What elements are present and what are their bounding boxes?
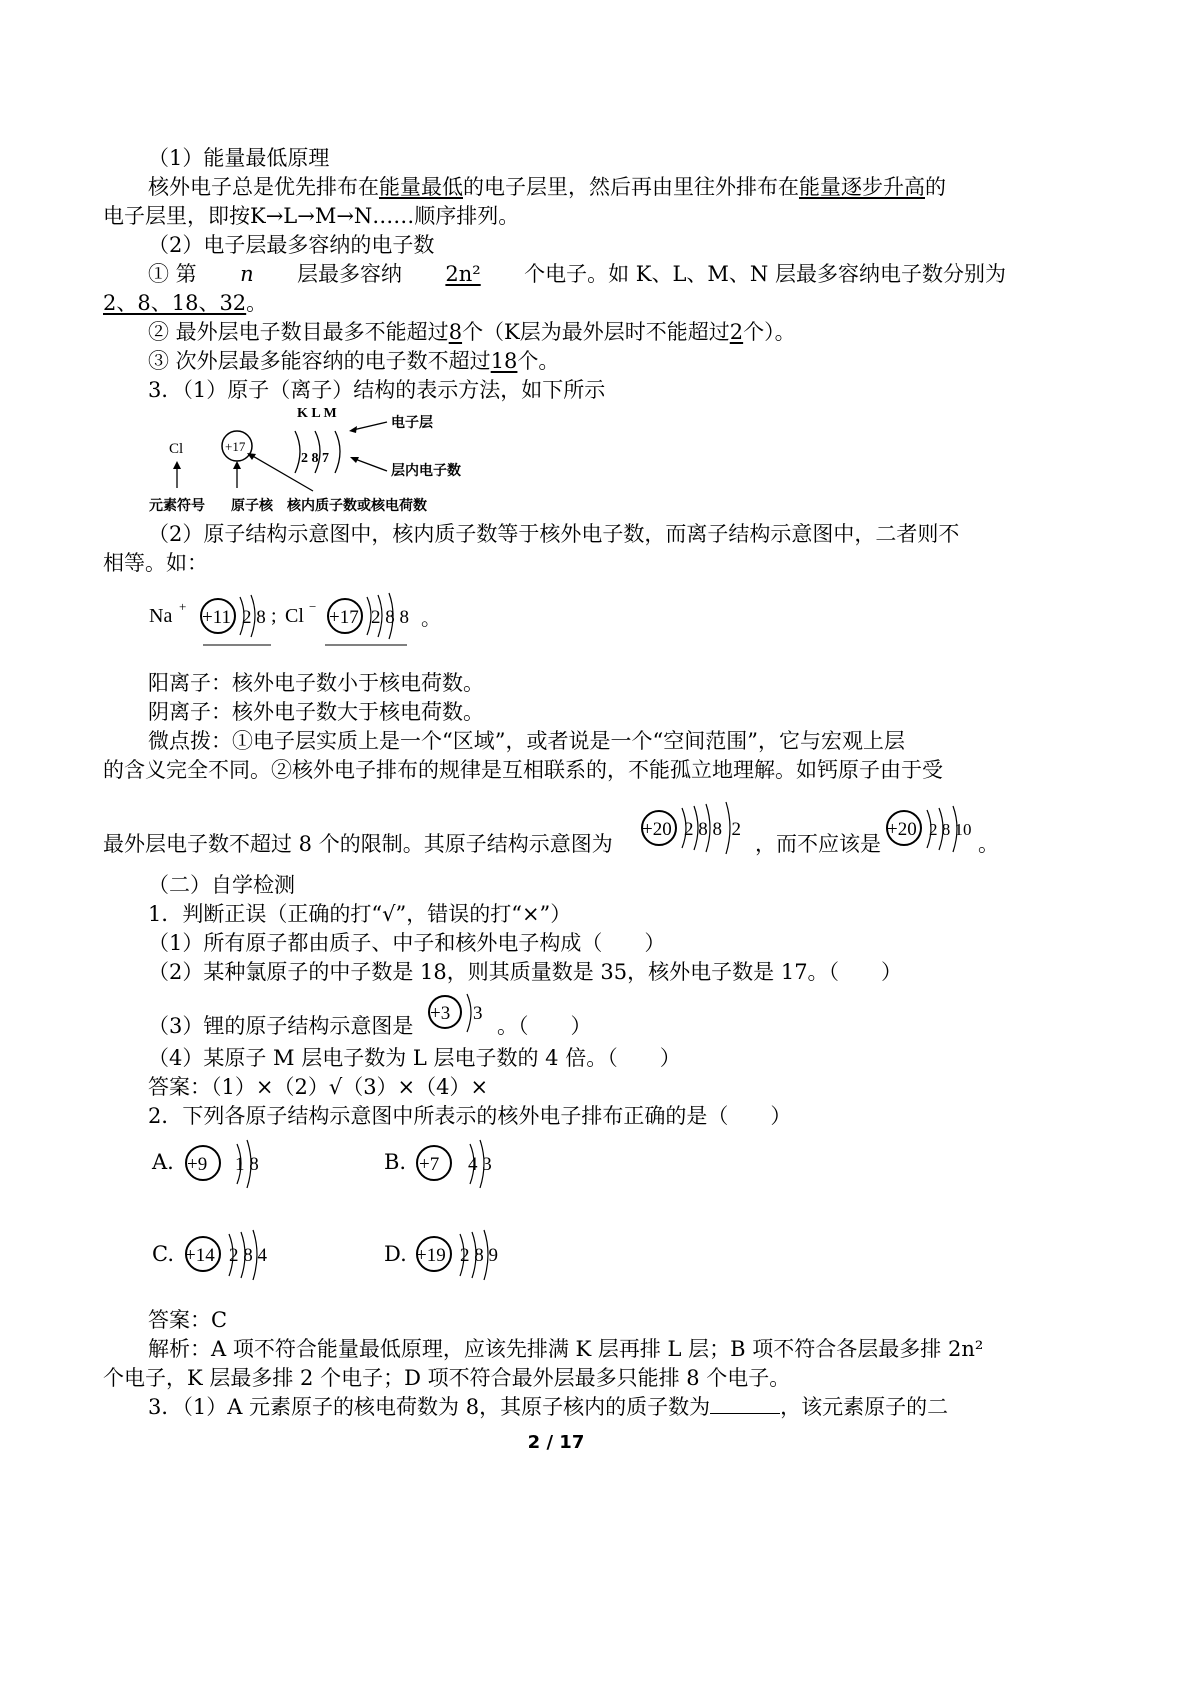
nucleus-charge: +19 — [416, 1245, 446, 1266]
paragraph-line: （2）原子结构示意图中，核内质子数等于核外电子数，而离子结构示意图中，二者则不 — [148, 522, 960, 546]
answer-blank[interactable] — [710, 1395, 780, 1414]
ion-svg — [145, 585, 445, 651]
caption-nucleus: 原子核 — [231, 498, 273, 514]
anion-rule: 阴离子：核外电子数大于核电荷数。 — [148, 700, 484, 724]
arrow-line — [355, 459, 387, 471]
question-1-4: （4）某原子 M 层电子数为 L 层电子数的 4 倍。（ ） — [148, 1046, 681, 1070]
electron-counts: 2 8 9 — [460, 1245, 498, 1266]
option-d-svg — [414, 1226, 514, 1284]
question-1-2: （2）某种氯原子的中子数是 18，则其质量数是 35，核外电子数是 17。（ ） — [148, 960, 903, 984]
heading-shell-capacity: （2）电子层最多容纳的电子数 — [148, 233, 435, 257]
arrow-line — [353, 422, 387, 430]
ion-symbol-na: Na — [149, 605, 173, 627]
shell-arc — [467, 994, 471, 1032]
option-a-label: A. — [152, 1150, 174, 1174]
heading-self-check: （二）自学检测 — [148, 873, 295, 897]
option-a-diagram — [183, 1136, 273, 1192]
option-d-label: D. — [384, 1242, 407, 1266]
tip-line: 最外层电子数不超过 8 个的限制。其原子结构示意图为 — [103, 832, 613, 856]
paragraph-line: 相等。如： — [103, 551, 208, 575]
electron-counts: 2 8 10 — [929, 820, 972, 839]
nucleus-charge: +20 — [887, 819, 917, 840]
option-c-label: C. — [152, 1242, 174, 1266]
paragraph-line: 核外电子总是优先排布在能量最低的电子层里，然后再由里往外排布在能量逐步升高的 — [148, 175, 946, 199]
shell-letters: K L M — [297, 406, 337, 421]
nucleus-charge: +14 — [185, 1245, 215, 1266]
option-b-svg — [414, 1136, 504, 1192]
arrowhead — [173, 461, 181, 469]
arrowhead — [233, 461, 241, 469]
answer-2: 答案：C — [148, 1308, 228, 1332]
shell-arc — [335, 431, 340, 473]
calcium-svg — [640, 800, 752, 862]
electron-label: 层内电子数 — [391, 463, 461, 479]
shell-arc — [295, 431, 300, 473]
lithium-diagram — [425, 988, 497, 1038]
arrowhead — [349, 426, 357, 433]
heading-energy-principle: （1）能量最低原理 — [148, 146, 330, 170]
nucleus-charge: +17 — [225, 439, 246, 454]
question-1-1: （1）所有原子都由质子、中子和核外电子构成（ ） — [148, 931, 666, 955]
electron-counts: 3 — [473, 1003, 483, 1024]
cation-rule: 阳离子：核外电子数小于核电荷数。 — [148, 671, 484, 695]
nucleus-charge-cl: +17 — [329, 607, 359, 628]
separator: ; — [271, 605, 277, 627]
electron-counts: 1 8 — [235, 1154, 259, 1175]
ion-charge-cl: − — [309, 599, 317, 614]
tip-text: ，而不应该是 — [755, 832, 881, 856]
tip-line: 微点拨：①电子层实质上是一个“区域”，或者说是一个“空间范围”，它与宏观上层 — [148, 729, 905, 753]
question-1: 1．判断正误（正确的打“√”，错误的打“×”） — [148, 902, 572, 926]
option-c-svg — [183, 1226, 283, 1284]
nucleus-charge: +7 — [419, 1154, 440, 1175]
paragraph-line: 2、8、18、32。 — [103, 291, 268, 315]
electron-counts: 2 8 4 — [229, 1245, 267, 1266]
caption-symbol: 元素符号 — [149, 498, 205, 514]
page-number: 2 / 17 — [527, 1432, 585, 1453]
electron-counts: 2 8 7 — [301, 451, 329, 466]
option-c-diagram — [183, 1226, 283, 1284]
ion-charge-na: + — [179, 599, 187, 614]
diagram-svg — [145, 403, 475, 515]
nucleus-charge: +9 — [187, 1154, 208, 1175]
option-a-svg — [183, 1136, 273, 1192]
question-1-3: （3）锂的原子结构示意图是 — [148, 1014, 414, 1038]
rule-line-3: ③ 次外层最多能容纳的电子数不超过18个。 — [148, 349, 560, 373]
tip-end: 。 — [978, 832, 999, 856]
question-3: 3．（1）A 元素原子的核电荷数为 8，其原子核内的质子数为 ，该元素原子的二 — [148, 1395, 949, 1419]
ion-diagrams — [145, 585, 445, 651]
paragraph-line: 电子层里，即按K→L→M→N……顺序排列。 — [103, 204, 520, 228]
explanation-line: 解析：A 项不符合能量最低原理，应该先排满 K 层再排 L 层；B 项不符合各层最多排 2n² — [148, 1337, 984, 1361]
heading-representation: 3．（1）原子（离子）结构的表示方法，如下所示 — [148, 378, 606, 402]
answer-1: 答案：（1）×（2）√（3）×（4）× — [148, 1075, 489, 1099]
element-symbol: Cl — [169, 441, 184, 457]
question-1-3-end: 。（ ） — [497, 1014, 592, 1038]
question-2: 2．下列各原子结构示意图中所表示的核外电子排布正确的是（ ） — [148, 1104, 792, 1128]
nucleus-charge: +3 — [430, 1003, 451, 1024]
rule-line-1: ① 第 n 层最多容纳 2n² 个电子。如 K、L、M、N 层最多容纳电子数分别为 — [148, 262, 1006, 286]
nucleus-charge: +20 — [642, 819, 672, 840]
option-b-label: B. — [384, 1150, 407, 1174]
lithium-svg — [425, 988, 497, 1038]
calcium-wrong-svg — [885, 800, 975, 862]
calcium-correct-diagram — [640, 800, 752, 862]
tip-line: 的含义完全不同。②核外电子排布的规律是互相联系的，不能孤立地理解。如钙原子由于受 — [103, 758, 943, 782]
calcium-wrong-diagram — [885, 800, 975, 862]
ion-symbol-cl: Cl — [285, 605, 304, 627]
caption-charge: 核内质子数或核电荷数 — [287, 498, 427, 514]
shell-label: 电子层 — [391, 415, 433, 431]
rule-line-2: ② 最外层电子数目最多不能超过8个（K层为最外层时不能超过2个）。 — [148, 320, 796, 344]
nucleus-charge-na: +11 — [202, 607, 232, 628]
electrons-na: 2 8 — [242, 607, 266, 628]
electron-counts: 4 3 — [468, 1154, 492, 1175]
atom-structure-diagram — [145, 403, 475, 515]
explanation-line: 个电子，K 层最多排 2 个电子；D 项不符合最外层最多只能排 8 个电子。 — [103, 1366, 791, 1390]
electron-counts: 2 8 8 2 — [684, 819, 741, 840]
option-d-diagram — [414, 1226, 514, 1284]
sentence-end: 。 — [421, 606, 441, 630]
electrons-cl: 2 8 8 — [371, 607, 409, 628]
option-b-diagram — [414, 1136, 504, 1192]
